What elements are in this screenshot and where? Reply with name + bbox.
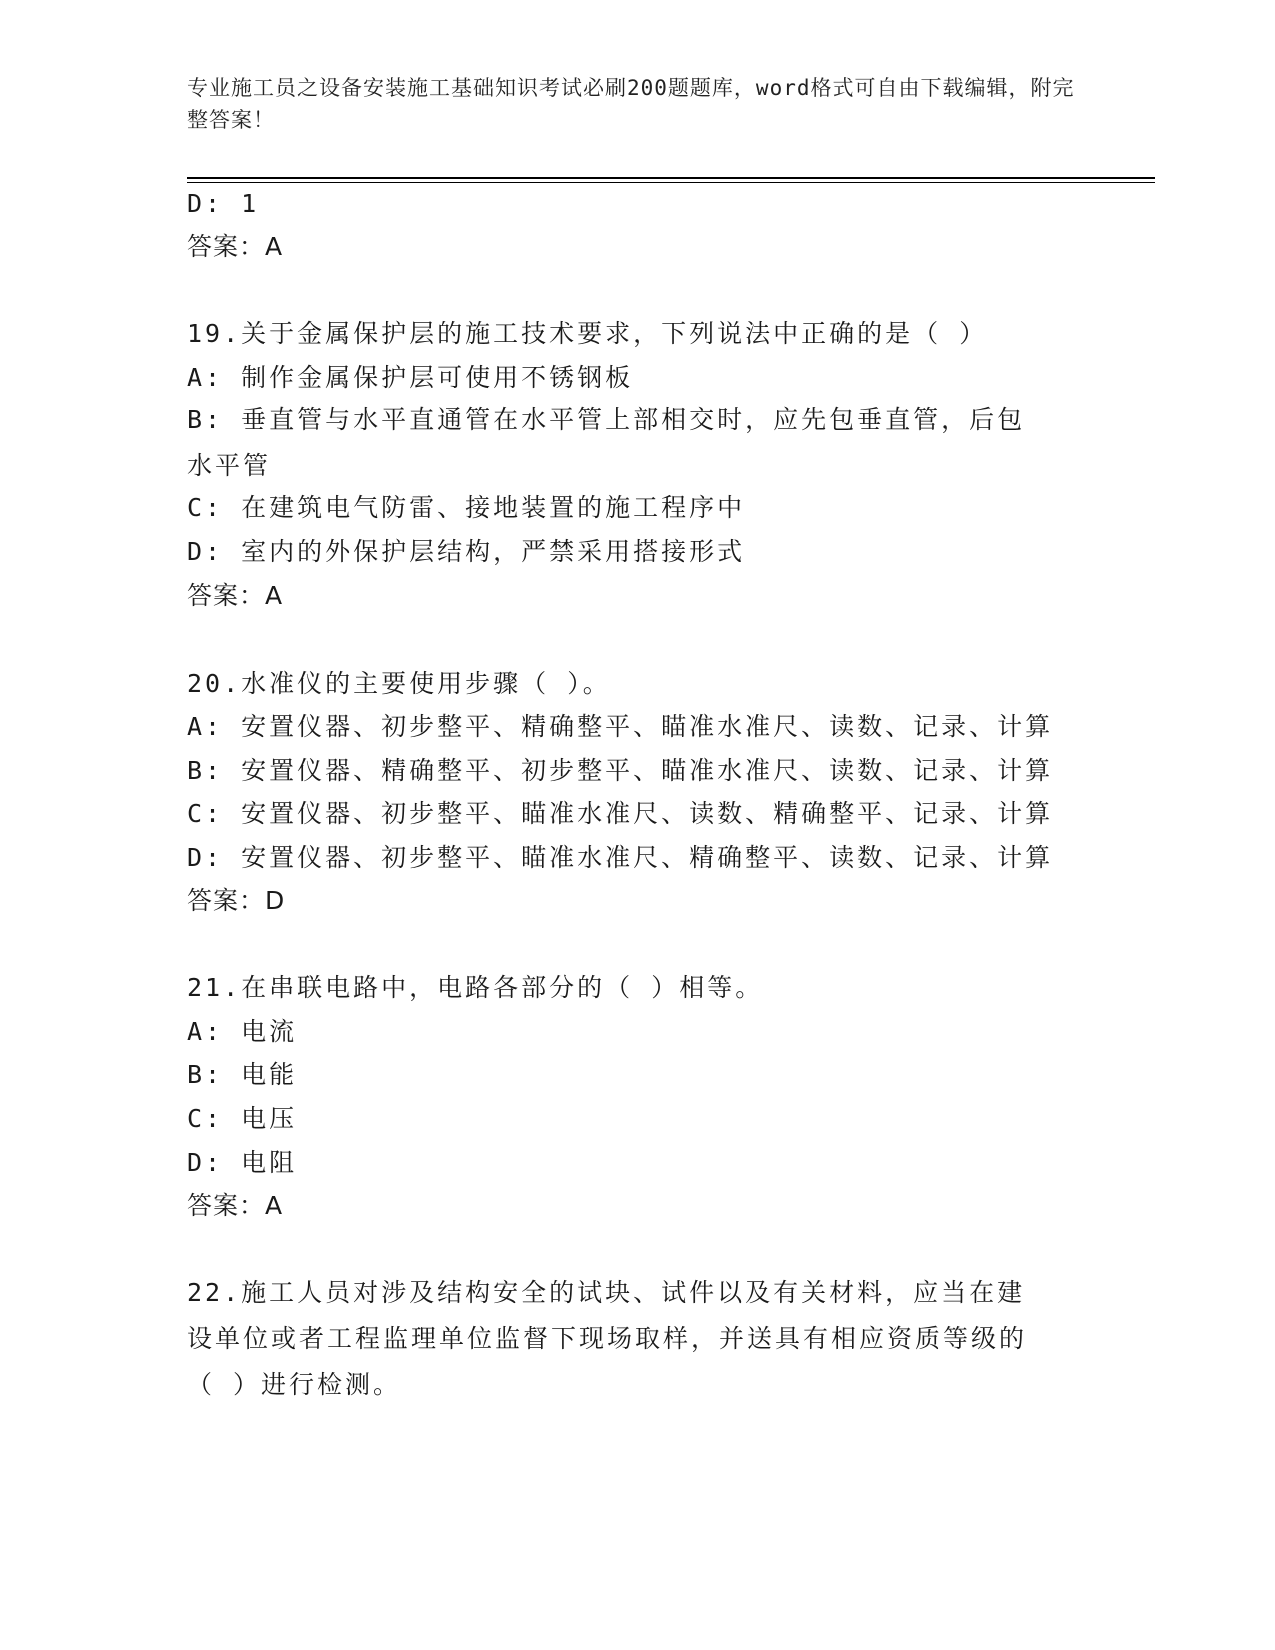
question-20-option-a: A: 安置仪器、初步整平、精确整平、瞄准水准尺、读数、记录、计算 (187, 712, 1054, 741)
question-19-stem: 19.关于金属保护层的施工技术要求，下列说法中正确的是（ ） (187, 319, 988, 348)
question-21-answer: 答案：A (187, 1191, 284, 1220)
question-20-stem: 20.水准仪的主要使用步骤（ ）。 (187, 669, 611, 698)
prev-option-d: D: 1 (187, 189, 260, 218)
question-20-answer: 答案：D (187, 886, 286, 915)
document-header: 专业施工员之设备安装施工基础知识考试必刷200题题库，word格式可自由下载编辑，附完整答案！ (187, 76, 1075, 132)
question-20-option-d: D: 安置仪器、初步整平、瞄准水准尺、精确整平、读数、记录、计算 (187, 843, 1054, 872)
question-21-option-d: D: 电阻 (187, 1148, 298, 1177)
question-19-option-b: B: 垂直管与水平直通管在水平管上部相交时，应先包垂直管，后包水平管 (187, 405, 1026, 480)
question-19-option-c: C: 在建筑电气防雷、接地装置的施工程序中 (187, 493, 746, 522)
prev-answer: 答案：A (187, 232, 284, 261)
question-19-answer: 答案：A (187, 581, 284, 610)
question-20-option-b: B: 安置仪器、精确整平、初步整平、瞄准水准尺、读数、记录、计算 (187, 756, 1054, 785)
question-21-option-a: A: 电流 (187, 1017, 298, 1046)
question-19-option-a: A: 制作金属保护层可使用不锈钢板 (187, 363, 634, 392)
header-rule-thick (187, 177, 1155, 179)
question-21-option-c: C: 电压 (187, 1104, 298, 1133)
question-21-stem: 21.在串联电路中，电路各部分的（ ）相等。 (187, 973, 764, 1002)
header-rule-thin (187, 182, 1155, 183)
question-20-option-c: C: 安置仪器、初步整平、瞄准水准尺、读数、精确整平、记录、计算 (187, 799, 1054, 828)
question-19-option-d: D: 室内的外保护层结构，严禁采用搭接形式 (187, 537, 746, 566)
question-21-option-b: B: 电能 (187, 1060, 298, 1089)
question-22-stem: 22.施工人员对涉及结构安全的试块、试件以及有关材料，应当在建设单位或者工程监理单位监督下现场取样，并送具有相应资质等级的（ ）进行检测。 (187, 1278, 1028, 1399)
